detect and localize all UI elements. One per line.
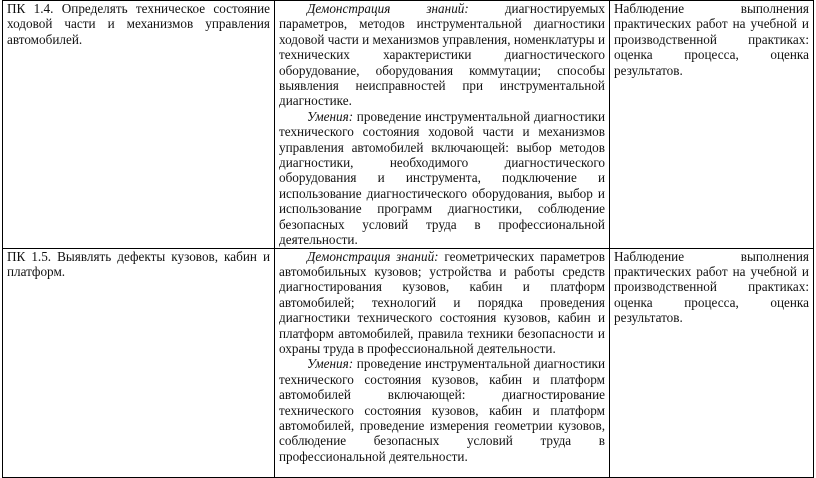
skills-text: проведение инструментальной диагностики технического состояния кузовов, кабин и платформ автомобилей включающей: диагностирование технического состояния кузовов, кабин и платформ автомобилей, проведение измерения геометрии кузовов, соблюдение безопасных условий труда в профессиональной деятельности.	[279, 356, 606, 464]
competency-text: ПК 1.5. Выявлять дефекты кузовов, кабин и платформ.	[7, 248, 270, 279]
knowledge-paragraph	[279, 1, 605, 109]
skills-label: Умения:	[307, 356, 354, 372]
competency-cell	[3, 1, 275, 249]
results-cell	[275, 248, 610, 477]
knowledge-text: диагностируемых параметров, методов инструментальной диагностики ходовой части и механизмов управления, номенклатуры и технических характеристики диагностического оборудование, оборудования коммутации; способы выявления неисправностей при инструментальной диагностике.	[279, 1, 605, 109]
assessment-text: Наблюдение выполнения практических работ на учебной и производственной практиках: оценка процесса, оценка результатов.	[614, 1, 809, 78]
skills-text: проведение инструментальной диагностики технического состояния ходовой части и механизмов управления автомобилей включающей: выбор методов диагностики, необходимого диагностического оборудования и инструмента, подключение и использование диагностического оборудования, выбор и использование программ диагностики, соблюдение безопасных условий труда в профессиональной деятельности.	[279, 108, 606, 248]
assessment-cell	[610, 1, 814, 249]
knowledge-paragraph	[279, 249, 605, 357]
assessment-text: Наблюдение выполнения практических работ на учебной и производственной практиках: оценка процесса, оценка результатов.	[614, 248, 809, 326]
knowledge-label: Демонстрация знаний:	[307, 248, 439, 264]
skills-label: Умения:	[307, 108, 354, 124]
table-row	[3, 1, 814, 249]
results-cell	[275, 1, 610, 249]
skills-paragraph	[279, 109, 605, 248]
competency-cell	[3, 248, 275, 477]
knowledge-label: Демонстрация знаний:	[307, 1, 469, 16]
competency-text: ПК 1.4. Определять техническое состояние ходовой части и механизмов управления автомобилей.	[7, 1, 270, 47]
skills-paragraph	[279, 356, 605, 464]
table-row	[3, 248, 814, 477]
assessment-cell	[610, 248, 814, 477]
knowledge-text: геометрических параметров автомобильных кузовов; устройства и работы средств диагностирования кузовов, кабин и платформ автомобилей; технологий и порядка проведения диагностики технического состояния кузовов, кабин и платформ автомобилей, правила техники безопасности и охраны труда в профессиональной деятельности.	[279, 248, 606, 356]
competency-table	[2, 0, 814, 478]
